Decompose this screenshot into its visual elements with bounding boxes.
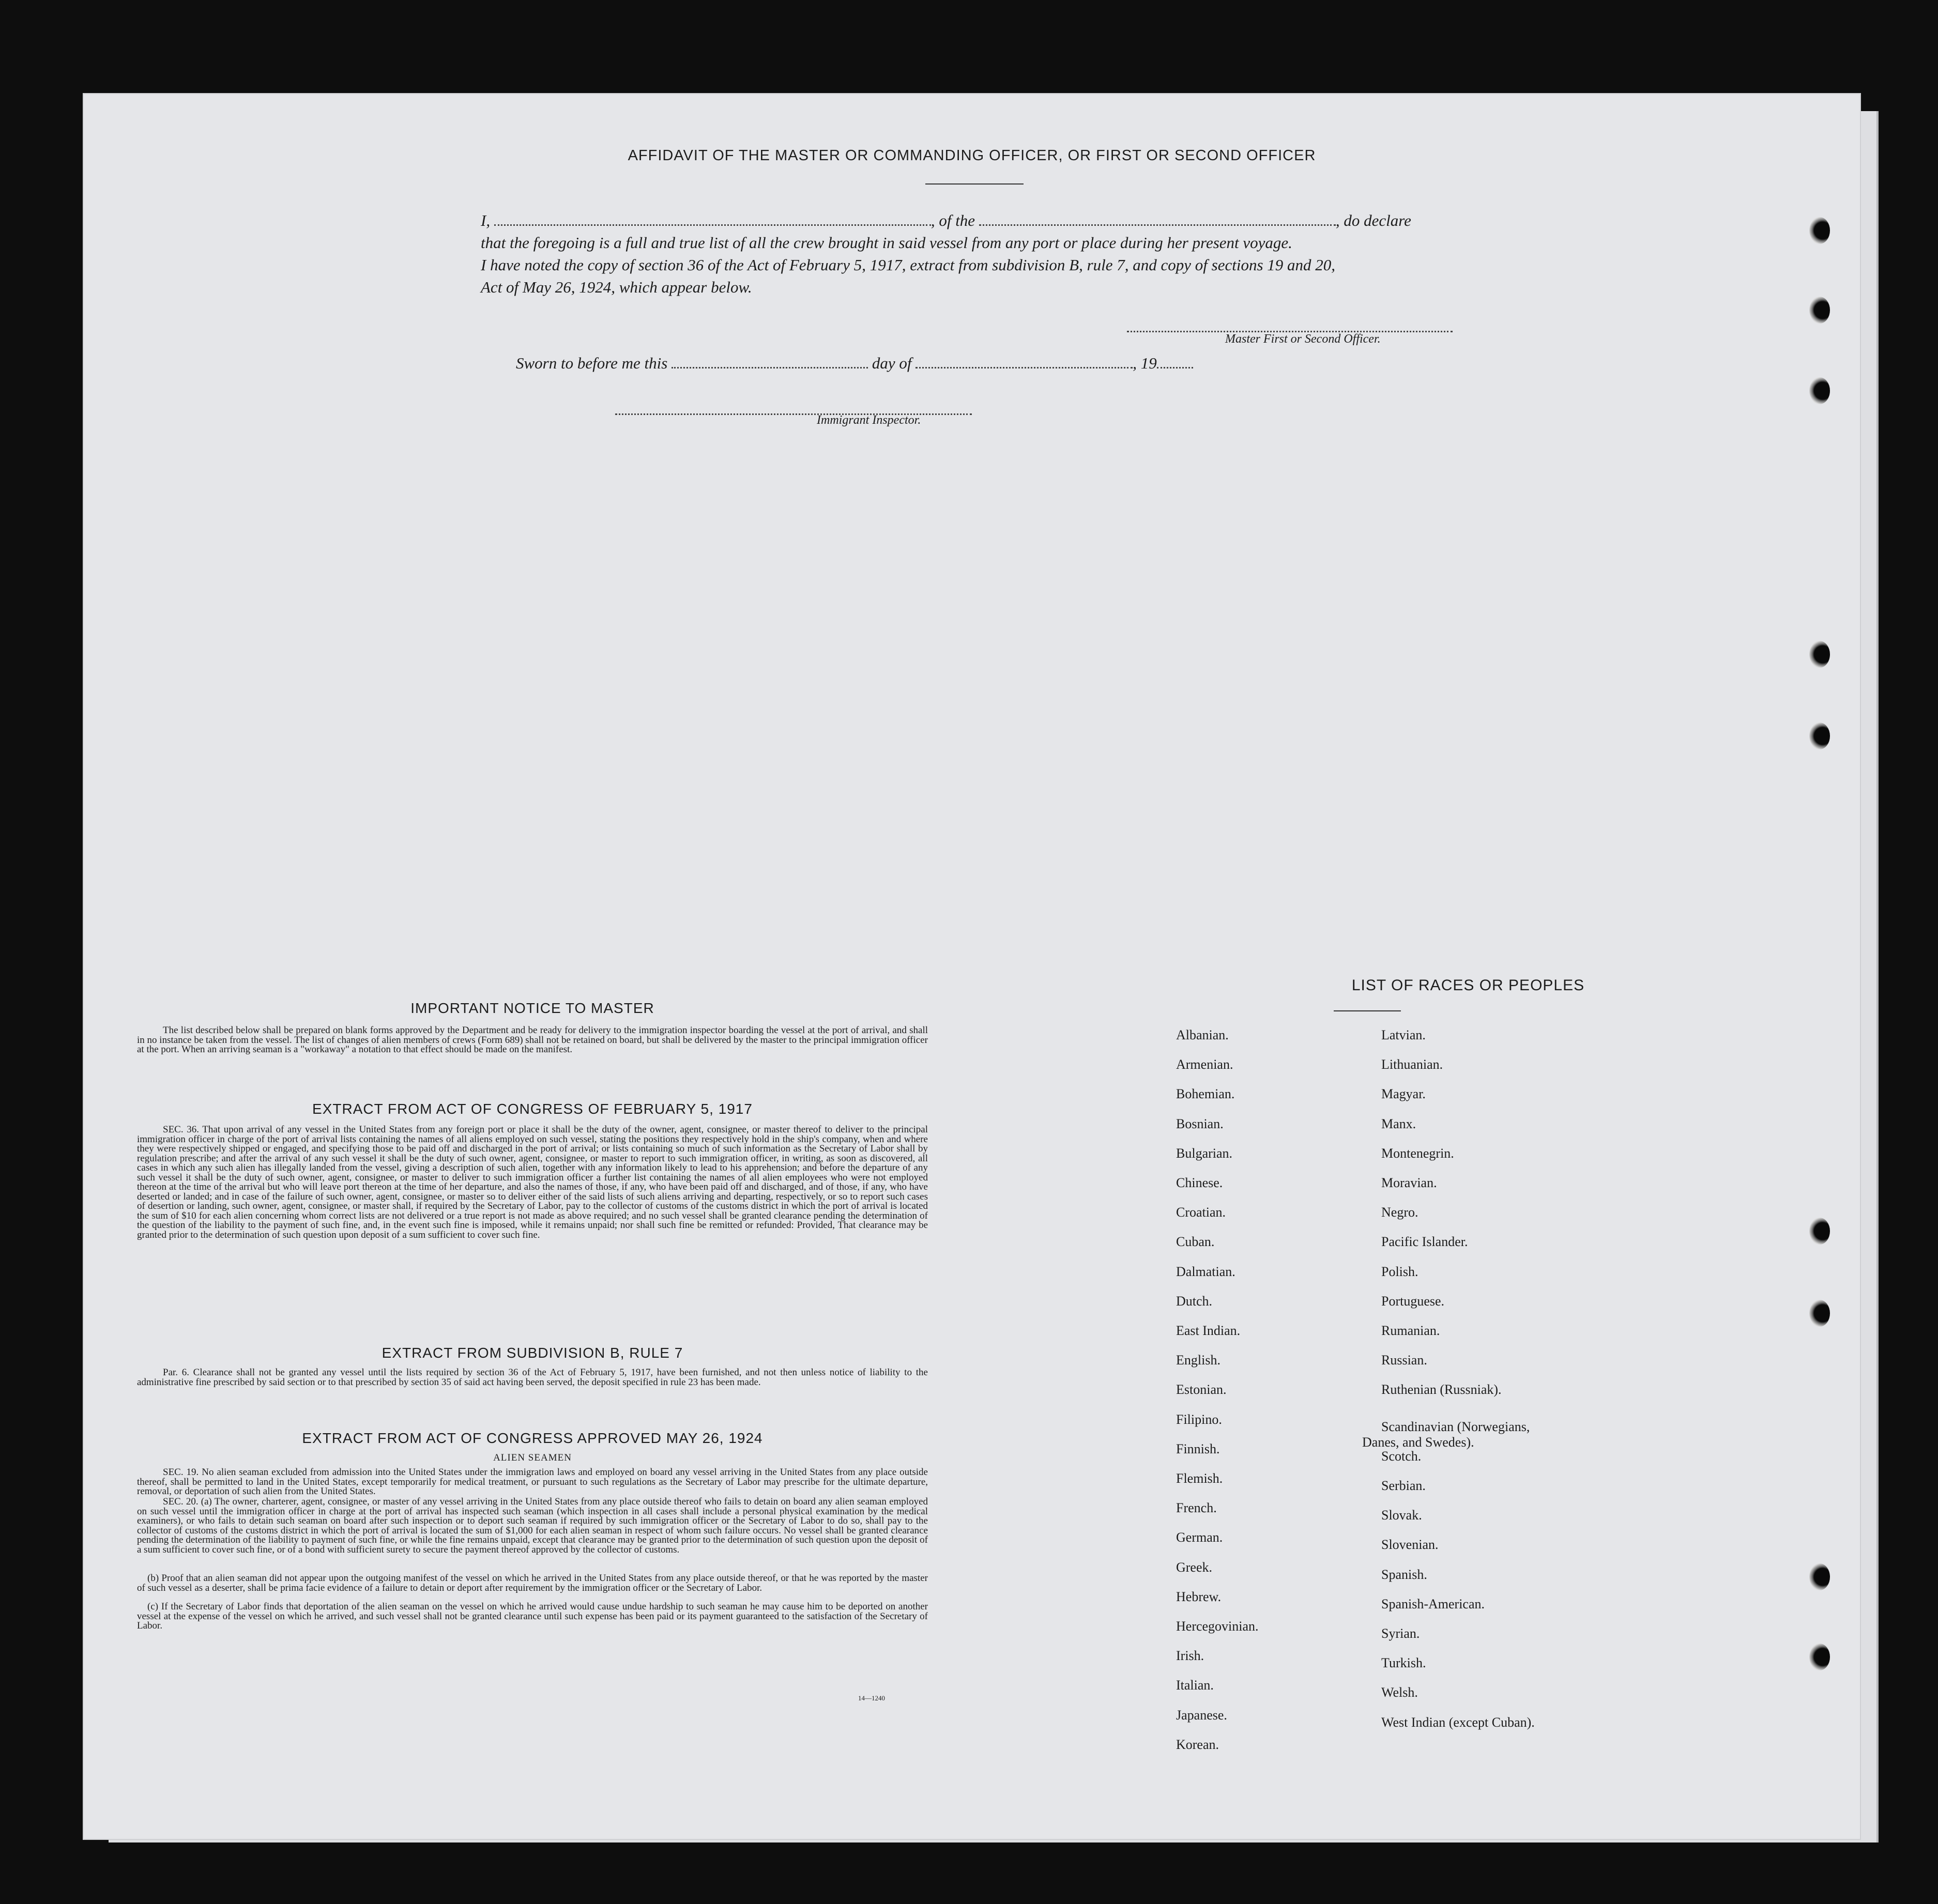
sec-20a-text: SEC. 20. (a) The owner, charterer, agent, consignee, or master of any vessel arriving in the United States from any place outside thereof who fails to detain on board any alien seaman employed on such vessel until the immigration officer in charge at the port of arrival has inspected such seaman (which inspection in all cases shall include a personal physical examination by the medical examiners), or who fails to detain such seaman on board after such inspection or to deport such seaman if required by such immigration officer or the Secretary of Labor to do so, shall pay to the collector of customs of the customs district in which the port of arrival is located the sum of $1,000 for each alien seaman in respect of whom such failure occurs. No vessel shall be granted clearance pending the determination of the liability to payment of such fine, or while the fine remains unpaid, except that clearance may be granted prior to the determination of such question upon the deposit of a sum sufficient to cover such fine, or of a bond with sufficient surety to secure the payment thereof approved by the collector of customs.	[137, 1496, 928, 1555]
declaration-line-3: I have noted the copy of section 36 of the Act of February 5, 1917, extract from subdivision B, rule 7, and copy of sections 19 and 20,	[481, 256, 1336, 274]
inspector-signature-label: Immigrant Inspector.	[817, 413, 921, 427]
race-item: Hebrew.	[1176, 1589, 1222, 1604]
race-item: Japanese.	[1176, 1707, 1227, 1723]
declaration-do-declare: , do declare	[1335, 211, 1411, 229]
year-text: , 19	[1133, 354, 1157, 372]
races-title-rule	[1334, 1010, 1401, 1011]
declaration-line-4: Act of May 26, 1924, which appear below.	[481, 278, 752, 296]
sworn-day-blank[interactable]	[672, 357, 868, 368]
race-item: Pacific Islander.	[1381, 1234, 1468, 1250]
race-item: Russian.	[1381, 1353, 1427, 1368]
race-item: French.	[1176, 1500, 1217, 1516]
binder-hole	[1809, 1300, 1830, 1327]
race-item: English.	[1176, 1353, 1220, 1368]
sec-19-text: SEC. 19. No alien seaman excluded from admission into the United States under the immigration laws and employed on board any vessel arriving in the United States from any place outside thereof, shall be permitted to land in the United States, except temporarily for medical treatment, or pursuant to such regulations as the Secretary of Labor may prescribe for the ultimate departure, removal, or deportation of such alien from the United States.	[137, 1467, 928, 1497]
race-item: Flemish.	[1176, 1471, 1223, 1486]
race-item: Scotch.	[1381, 1448, 1422, 1464]
binder-hole	[1809, 297, 1830, 324]
form-sheet	[83, 93, 1861, 1840]
race-item: Rumanian.	[1381, 1323, 1440, 1338]
race-item: Turkish.	[1381, 1655, 1426, 1671]
race-item: German.	[1176, 1530, 1223, 1545]
day-of-text: day of	[872, 354, 912, 372]
race-item: Estonian.	[1176, 1382, 1227, 1398]
race-item: Syrian.	[1381, 1626, 1420, 1641]
year-blank[interactable]	[1157, 357, 1193, 368]
subdivision-b-title: EXTRACT FROM SUBDIVISION B, RULE 7	[382, 1345, 683, 1361]
race-item: Lithuanian.	[1381, 1057, 1443, 1072]
race-item: Spanish.	[1381, 1567, 1427, 1582]
race-item: Polish.	[1381, 1264, 1418, 1279]
race-item: Dutch.	[1176, 1293, 1213, 1309]
race-item: Cuban.	[1176, 1234, 1215, 1250]
title-rule	[925, 183, 1024, 185]
binder-hole	[1809, 723, 1830, 749]
extract-1917-title: EXTRACT FROM ACT OF CONGRESS OF FEBRUARY 5, 1917	[312, 1101, 753, 1117]
extract-1917-text: SEC. 36. That upon arrival of any vessel in the United States from any foreign port or place it shall be the duty of the owner, agent, consignee, or master thereof to deliver to the principal immigration officer in charge of the port of arrival lists containing the names of all aliens employed on such vessel, stating the positions they respectively hold in the ship's company, when and where they were respectively shipped or engaged, and specifying those to be paid off and discharged in the port of arrival; or lists containing so much of such information as the Secretary of Labor shall by regulation prescribe; and after the arrival of any such vessel it shall be the duty of such owner, agent, consignee, or master to report to such immigration officer, in writing, as soon as discovered, all cases in which any such alien has illegally landed from the vessel, giving a description of such alien, together with any information likely to lead to his apprehension; and before the departure of any such vessel it shall be the duty of such owner, agent, consignee, or master to deliver to such immigration officer a further list containing the names of all alien employees who were not employed thereon at the time of the arrival but who will leave port thereon at the time of her departure, and also the names of those, if any, who have been paid off and discharged, and of those, if any, who have deserted or landed; and in case of the failure of such owner, agent, consignee, or master so to deliver either of the said lists of such aliens arriving and departing, respectively, or so to report such cases of desertion or landing, such owner, agent, consignee, or master shall, if required by the Secretary of Labor, pay to the collector of customs of the customs district in which the port of arrival is located the sum of $10 for each alien concerning whom correct lists are not delivered or a true report is not made as above required; and no such vessel shall be granted clearance pending the determination of the question of the liability to the payment of such fine, and, in the event such fine is imposed, while it remains unpaid; nor shall such fine be remitted or refunded: Provided, That clearance may be granted prior to the determination of such question upon deposit of a sum sufficient to cover such fine.	[137, 1124, 928, 1240]
race-item: Dalmatian.	[1176, 1264, 1235, 1279]
race-item: Irish.	[1176, 1648, 1204, 1664]
race-item: Finnish.	[1176, 1441, 1220, 1456]
binder-hole	[1809, 1563, 1830, 1590]
declaration-i: I,	[481, 211, 491, 229]
binder-hole	[1809, 641, 1830, 668]
race-item: Bulgarian.	[1176, 1145, 1233, 1161]
name-blank[interactable]	[494, 214, 931, 226]
race-item: Latvian.	[1381, 1027, 1426, 1042]
race-item: Armenian.	[1176, 1057, 1233, 1072]
race-item: Bohemian.	[1176, 1086, 1235, 1102]
notice-text: The list described below shall be prepared on blank forms approved by the Department and be ready for delivery to the immigration inspector boarding the vessel at the port of arrival, and shall in no instance be taken from the vessel. The list of changes of alien members of crews (Form 689) shall not be retained on board, but shall be delivered by the master to the principal immigration officer at the port. When an arriving seaman is a "workaway" a notation to that effect should be made on the manifest.	[137, 1025, 928, 1055]
race-item: Montenegrin.	[1381, 1145, 1454, 1161]
master-signature-line[interactable]	[1127, 320, 1453, 332]
master-signature-label: Master First or Second Officer.	[1225, 332, 1381, 346]
race-item: Chinese.	[1176, 1175, 1223, 1190]
binder-hole	[1809, 217, 1830, 244]
declaration-line-2: that the foregoing is a full and true list of all the crew brought in said vessel from any port or place during her present voyage.	[481, 234, 1292, 252]
sworn-line	[516, 354, 1193, 373]
affidavit-title: AFFIDAVIT OF THE MASTER OR COMMANDING OFFICER, OR FIRST OR SECOND OFFICER	[628, 147, 1316, 164]
race-item: Scandinavian (Norwegians,	[1381, 1419, 1530, 1434]
race-item: Slovenian.	[1381, 1537, 1439, 1553]
race-item: Italian.	[1176, 1678, 1214, 1693]
race-item: Serbian.	[1381, 1478, 1426, 1493]
affidavit-declaration	[481, 209, 1556, 298]
race-item: Croatian.	[1176, 1205, 1226, 1220]
sworn-month-blank[interactable]	[915, 357, 1133, 368]
race-item: East Indian.	[1176, 1323, 1241, 1338]
subdivision-b-text: Par. 6. Clearance shall not be granted any vessel until the lists required by section 36 of the Act of February 5, 1917, have been furnished, and not then unless notice of liability to the administrative fine prescribed by said section or to that prescribed by section 35 of said act having been served, the deposit specified in rule 23 has been made.	[137, 1367, 928, 1388]
notice-title: IMPORTANT NOTICE TO MASTER	[410, 1000, 654, 1016]
race-item: Korean.	[1176, 1737, 1219, 1752]
race-item: Moravian.	[1381, 1175, 1437, 1190]
binder-hole	[1809, 1218, 1830, 1245]
declaration-line-1	[481, 209, 1556, 232]
race-item: Portuguese.	[1381, 1293, 1445, 1309]
vessel-blank[interactable]	[979, 214, 1336, 226]
race-item: Magyar.	[1381, 1086, 1426, 1102]
race-item: Hercegovinian.	[1176, 1619, 1259, 1634]
binder-hole	[1809, 377, 1830, 404]
race-item: Negro.	[1381, 1205, 1418, 1220]
race-item: Manx.	[1381, 1116, 1416, 1131]
races-title: LIST OF RACES OR PEOPLES	[1351, 977, 1585, 994]
binder-hole	[1809, 1644, 1830, 1670]
race-item: Ruthenian (Russniak).	[1381, 1382, 1502, 1398]
race-item: Slovak.	[1381, 1508, 1422, 1523]
extract-1924-title: EXTRACT FROM ACT OF CONGRESS APPROVED MAY 26, 1924	[302, 1430, 763, 1446]
race-item: Spanish-American.	[1381, 1596, 1485, 1611]
sec-20b-text: (b) Proof that an alien seaman did not appear upon the outgoing manifest of the vessel on which he arrived in the United States from any place outside thereof, or that he was reported by the master of such vessel as a deserter, shall be prima facie evidence of a failure to detain or deport after requirement by the immigration officer or the Secretary of Labor.	[137, 1573, 928, 1593]
sec-20c-text: (c) If the Secretary of Labor finds that deportation of the alien seaman on the vessel on which he arrived would cause undue hardship to such seaman he may cause him to be deported on another vessel at the expense of the vessel on which he arrived, and such vessel shall not be granted clearance until such expense has been paid or its payment guaranteed to the satisfaction of the Secretary of Labor.	[137, 1601, 928, 1631]
sworn-text: Sworn to before me this	[516, 354, 668, 372]
race-item: Bosnian.	[1176, 1116, 1224, 1131]
declaration-of-the: , of the	[930, 211, 975, 229]
race-item: Danes, and Swedes).	[1362, 1434, 1474, 1450]
form-number: 14—1240	[858, 1694, 885, 1702]
race-item: West Indian (except Cuban).	[1381, 1714, 1535, 1730]
alien-seamen-subtitle: ALIEN SEAMEN	[493, 1452, 572, 1463]
race-item: Albanian.	[1176, 1027, 1229, 1042]
race-item: Greek.	[1176, 1559, 1213, 1575]
race-item: Welsh.	[1381, 1685, 1418, 1700]
race-item: Filipino.	[1176, 1411, 1222, 1427]
